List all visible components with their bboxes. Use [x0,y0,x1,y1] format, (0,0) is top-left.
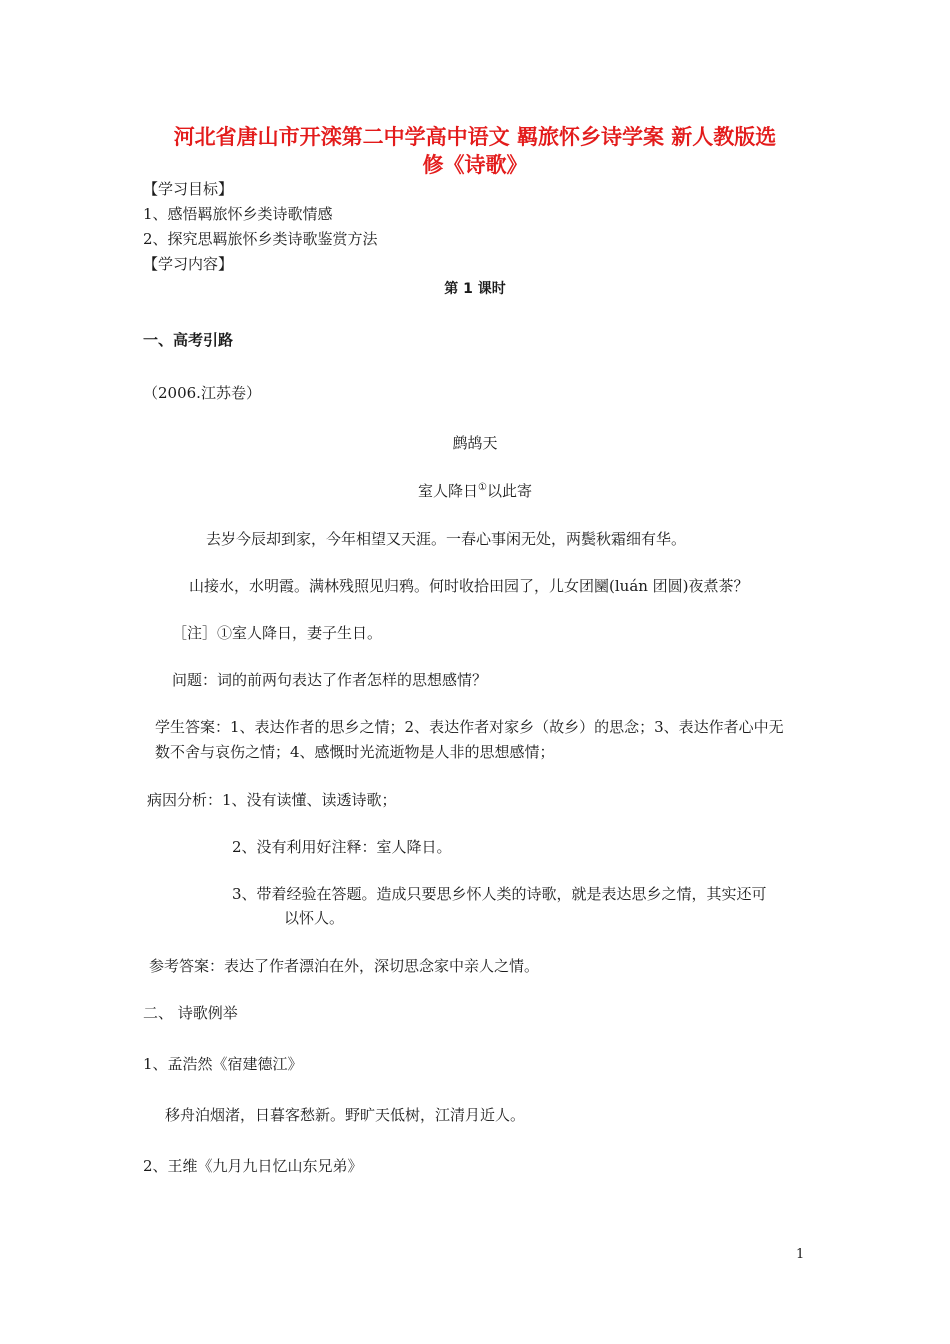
lesson-heading: 第 1 课时 [444,281,506,297]
poem-title: 鹧鸪天 [452,434,498,452]
student-answer-line-1: 学生答案：1、表达作者的思乡之情；2、表达作者对家乡（故乡）的思念；3、表达作者心中无 [155,718,784,736]
source-label: （2006.江苏卷） [143,384,261,402]
goals-header: 【学习目标】 [143,180,234,198]
title-line-1: 河北省唐山市开滦第二中学高中语文 羁旅怀乡诗学案 新人教版选 [173,125,777,149]
analysis-line-3: 3、带着经验在答题。造成只要思乡怀人类的诗歌，就是表达思乡之情，其实还可 [232,885,767,903]
poem-subtitle-text-b: 以此寄 [486,482,532,500]
student-answer-line-2: 数不舍与哀伤之情；4、感慨时光流逝物是人非的思想感情； [155,743,555,761]
goal-2: 2、探究思羁旅怀乡类诗歌鉴赏方法 [143,230,378,248]
poem-subtitle-text-a: 室人降日 [418,482,479,500]
footnote-marker: ① [478,482,487,493]
page-number: 1 [796,1247,805,1262]
section-2-heading: 二、 诗歌例举 [143,1004,238,1022]
poem-subtitle [0,480,950,501]
question: 问题：词的前两句表达了作者怎样的思想感情？ [172,671,488,689]
analysis-line-1: 病因分析：1、没有读懂、读透诗歌； [147,791,397,809]
footnote: ［注］①室人降日，妻子生日。 [172,624,383,642]
poem-line-1: 去岁今辰却到家，今年相望又天涯。一春心事闲无处，两鬓秋霜细有华。 [206,530,687,548]
example-2-title: 2、王维《九月九日忆山东兄弟》 [143,1157,363,1175]
example-1-title: 1、孟浩然《宿建德江》 [143,1055,303,1073]
section-1-heading: 一、高考引路 [143,331,234,349]
goal-1: 1、感悟羁旅怀乡类诗歌情感 [143,205,333,223]
example-1-text: 移舟泊烟渚，日暮客愁新。野旷天低树，江清月近人。 [165,1106,526,1124]
document-title [120,123,830,179]
content-header: 【学习内容】 [143,255,234,273]
analysis-line-2: 2、没有利用好注释：室人降日。 [232,838,452,856]
reference-answer: 参考答案：表达了作者漂泊在外，深切思念家中亲人之情。 [149,957,540,975]
title-line-2: 修《诗歌》 [422,153,528,177]
poem-line-2: 山接水，水明霞。满林残照见归鸦。何时收拾田园了，儿女团圞(luán 团圆)夜煮茶？ [189,577,749,595]
analysis-line-3-cont: 以怀人。 [284,909,345,927]
